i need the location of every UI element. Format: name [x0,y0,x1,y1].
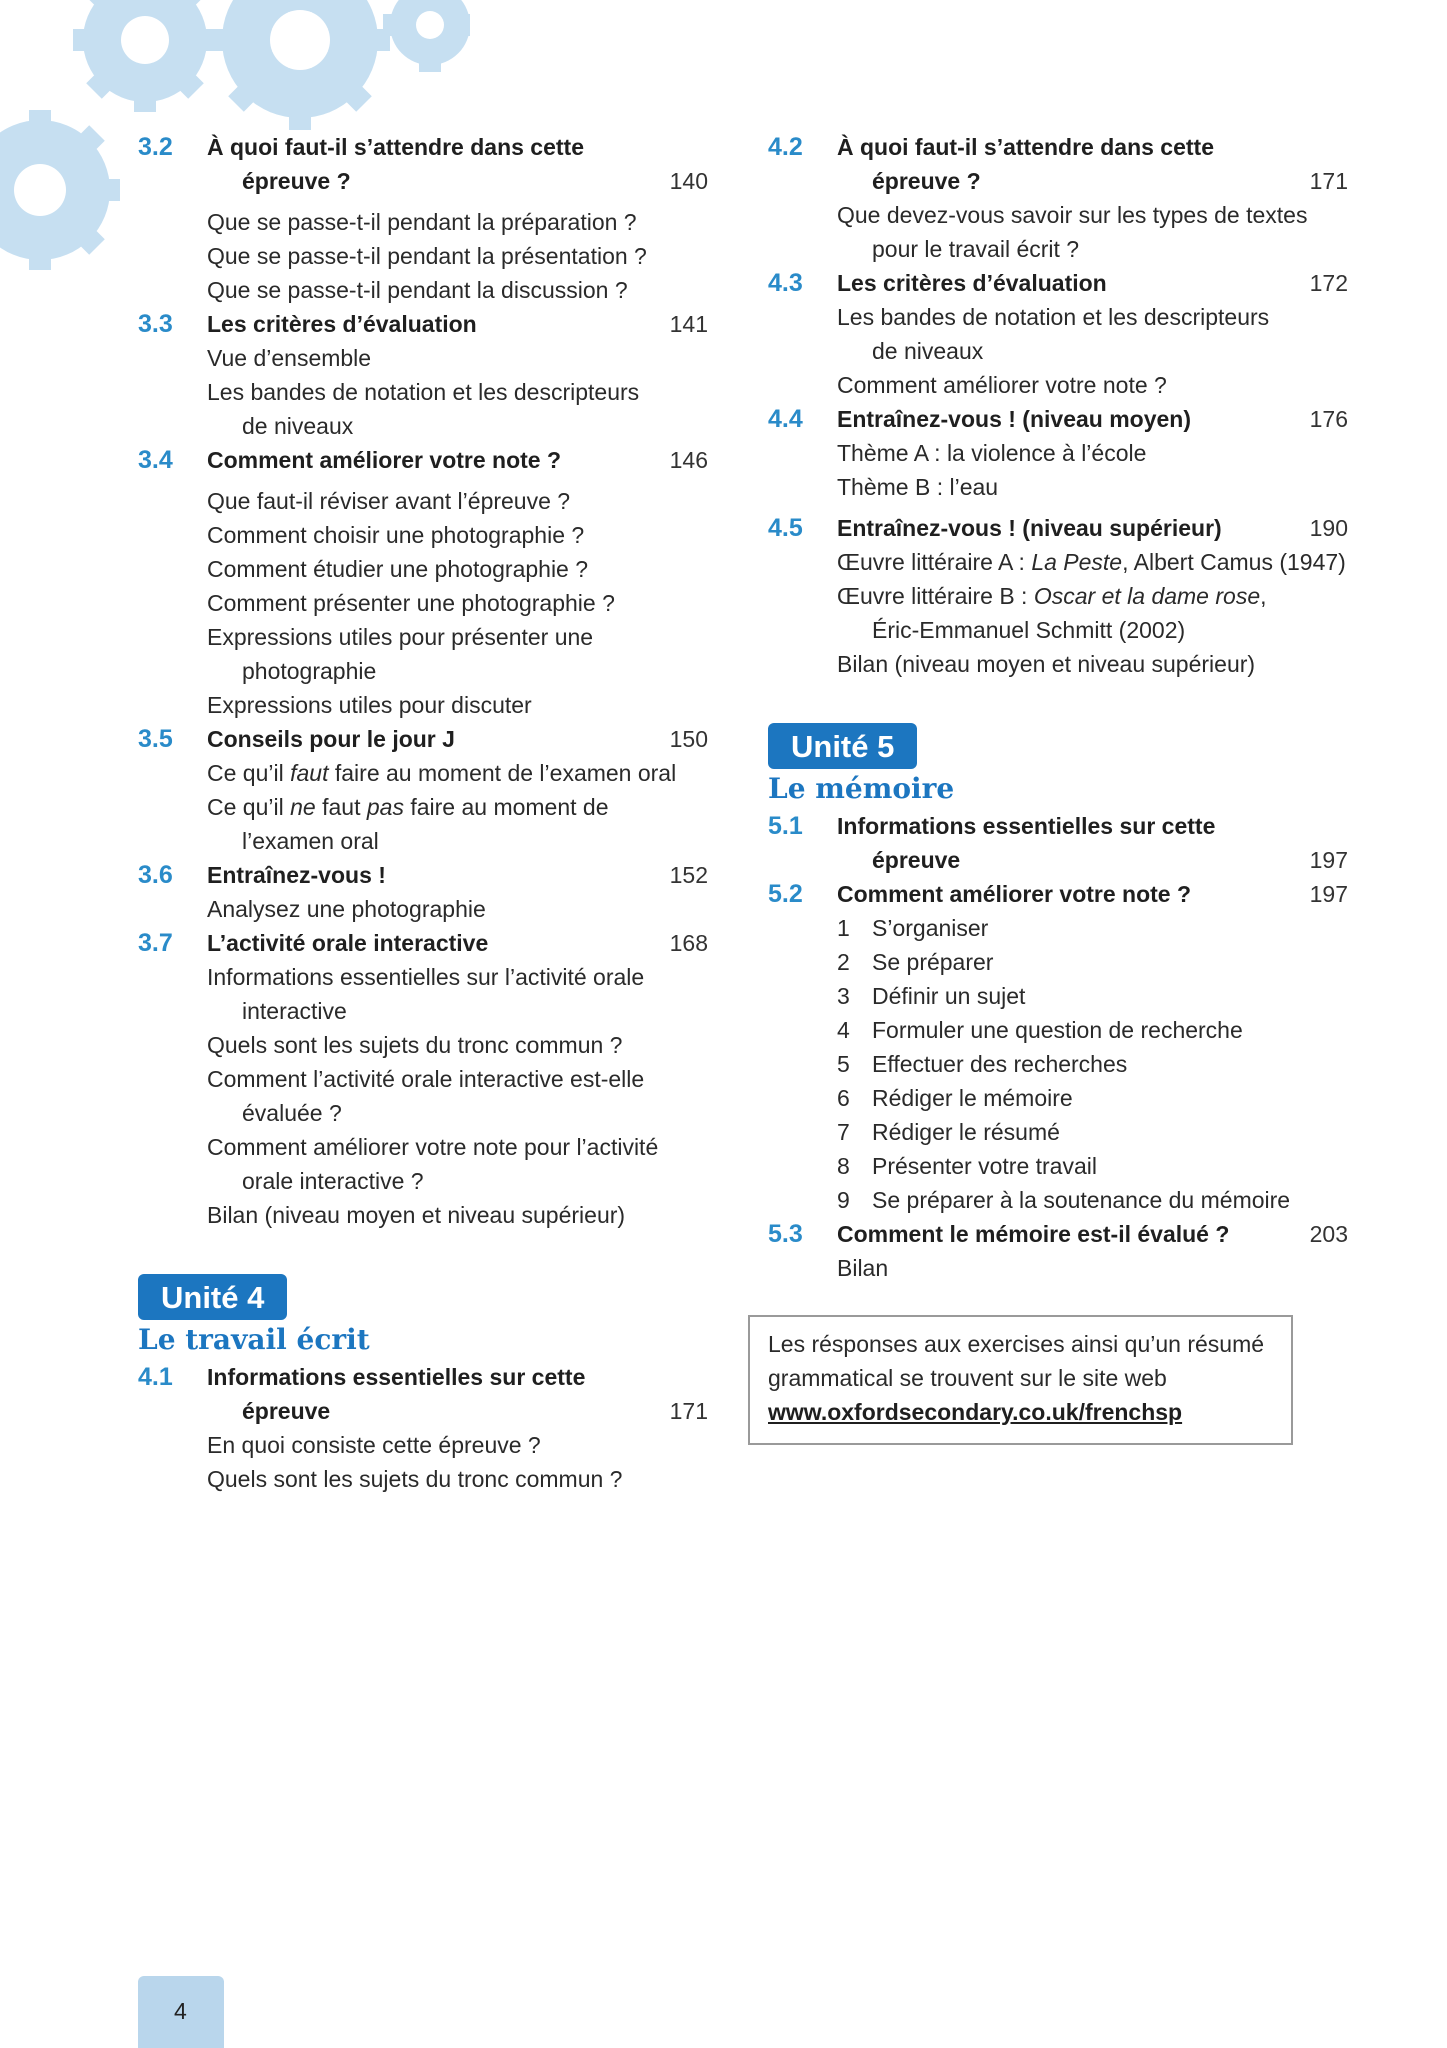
toc-item[interactable]: Quels sont les sujets du tronc commun ? [207,1032,623,1058]
section-title-cont[interactable]: épreuve ? [872,168,981,194]
toc-item[interactable]: Thème A : la violence à l’école [837,440,1147,466]
toc-section-5-1 [768,809,1348,877]
section-number: 3.3 [138,310,173,338]
section-number: 5.1 [768,812,803,840]
toc-item-cont[interactable]: interactive [242,998,347,1024]
section-title[interactable]: Comment le mémoire est-il évalué ? [837,1221,1230,1247]
section-number: 5.2 [768,880,803,908]
toc-item-cont[interactable]: de niveaux [242,413,354,439]
toc-item[interactable]: Que faut-il réviser avant l’épreuve ? [207,488,571,514]
toc-right-column [768,130,1348,1445]
page-number-tab [138,1976,224,2048]
toc-step[interactable]: 1 S’organiser [837,915,989,941]
section-title[interactable]: Informations essentielles sur cette [837,813,1216,839]
website-link[interactable]: www.oxfordsecondary.co.uk/frenchsp [768,1399,1183,1425]
section-title[interactable]: Comment améliorer votre note ? [837,881,1192,907]
toc-item[interactable]: Bilan [837,1255,889,1281]
toc-item-cont[interactable]: pour le travail écrit ? [872,236,1080,262]
toc-item[interactable]: Œuvre littéraire B : Oscar et la dame rose, [837,583,1267,609]
section-number: 4.1 [138,1363,173,1391]
info-text: Les résponses aux exercises ainsi qu’un résumé [768,1331,1265,1357]
section-title-cont[interactable]: épreuve ? [242,168,351,194]
page-number: 150 [669,726,708,752]
toc-section-3-5 [138,722,708,858]
section-title[interactable]: L’activité orale interactive [207,930,489,956]
toc-section-5-2 [768,877,1348,1217]
toc-item[interactable]: Comment étudier une photographie ? [207,556,589,582]
unit-title: Le mémoire [768,772,955,805]
toc-item-cont[interactable]: orale interactive ? [242,1168,424,1194]
toc-item[interactable]: Comment améliorer votre note ? [837,372,1167,398]
toc-section-3-6 [138,858,708,926]
section-title[interactable]: À quoi faut-il s’attendre dans cette [207,134,584,160]
toc-item[interactable]: Bilan (niveau moyen et niveau supérieur) [207,1202,626,1228]
toc-step[interactable]: 5 Effectuer des recherches [837,1051,1128,1077]
toc-section-5-3 [768,1217,1348,1285]
toc-item[interactable]: Comment améliorer votre note pour l’activité [207,1134,659,1160]
section-title[interactable]: Entraînez-vous ! (niveau moyen) [837,406,1192,432]
toc-item[interactable]: Les bandes de notation et les descripteurs [207,379,640,405]
section-number: 3.4 [138,446,173,474]
toc-section-3-4 [138,443,708,722]
unit-4-header [138,1232,708,1360]
toc-step[interactable]: 8 Présenter votre travail [837,1153,1097,1179]
toc-section-4-2 [768,130,1348,266]
section-title[interactable]: Informations essentielles sur cette [207,1364,586,1390]
unit-5-header [768,681,1348,809]
unit-badge: Unité 4 [138,1274,287,1320]
toc-item[interactable]: Que devez-vous savoir sur les types de textes [837,202,1308,228]
toc-item[interactable]: Expressions utiles pour discuter [207,692,532,718]
toc-item[interactable]: Vue d’ensemble [207,345,372,371]
section-number: 3.6 [138,861,173,889]
unit-title: Le travail écrit [138,1323,370,1356]
page-number-label: 4 [174,1998,187,2024]
toc-item[interactable]: Bilan (niveau moyen et niveau supérieur) [837,651,1256,677]
toc-section-3-2 [138,130,708,307]
toc-item-cont[interactable]: Éric-Emmanuel Schmitt (2002) [872,617,1186,643]
section-number: 4.3 [768,269,803,297]
toc-step[interactable]: 3 Définir un sujet [837,983,1026,1009]
toc-item-cont[interactable]: évaluée ? [242,1100,342,1126]
page-number: 197 [1309,847,1348,873]
toc-item[interactable]: Analysez une photographie [207,896,486,922]
section-title[interactable]: Les critères d’évaluation [207,311,477,337]
page-number: 203 [1309,1221,1348,1247]
page-number: 141 [669,311,708,337]
toc-section-4-4 [768,402,1348,504]
section-title-cont[interactable]: épreuve [242,1398,331,1424]
page-number: 190 [1309,515,1348,541]
section-title-cont[interactable]: épreuve [872,847,961,873]
page-number: 176 [1309,406,1348,432]
website-info-box [748,1315,1293,1445]
section-title[interactable]: À quoi faut-il s’attendre dans cette [837,134,1214,160]
toc-item-cont[interactable]: photographie [242,658,377,684]
section-number: 4.5 [768,514,803,542]
toc-item[interactable]: Comment choisir une photographie ? [207,522,585,548]
toc-step[interactable]: 4 Formuler une question de recherche [837,1017,1243,1043]
page-number: 168 [669,930,708,956]
toc-item[interactable]: Que se passe-t-il pendant la discussion ? [207,277,628,303]
toc-item[interactable]: Comment présenter une photographie ? [207,590,615,616]
section-number: 5.3 [768,1220,803,1248]
toc-section-4-1 [138,1360,708,1496]
toc-step[interactable]: 9 Se préparer à la soutenance du mémoire [837,1187,1291,1213]
toc-item[interactable]: Œuvre littéraire A : La Peste, Albert Camus (1947) [837,549,1346,575]
toc-item[interactable]: Que se passe-t-il pendant la présentation ? [207,243,647,269]
toc-step[interactable]: 7 Rédiger le résumé [837,1119,1060,1145]
section-title[interactable]: Entraînez-vous ! [207,862,386,888]
toc-item[interactable]: Les bandes de notation et les descripteurs [837,304,1270,330]
toc-item[interactable]: Expressions utiles pour présenter une [207,624,594,650]
section-number: 4.4 [768,405,803,433]
section-title[interactable]: Conseils pour le jour J [207,726,455,752]
toc-item[interactable]: Quels sont les sujets du tronc commun ? [207,1466,623,1492]
section-title[interactable]: Comment améliorer votre note ? [207,447,562,473]
section-number: 3.7 [138,929,173,957]
toc-section-4-3 [768,266,1348,402]
toc-step[interactable]: 2 Se préparer [837,949,994,975]
info-text: grammatical se trouvent sur le site web [768,1365,1167,1391]
section-title[interactable]: Les critères d’évaluation [837,270,1107,296]
page-number: 171 [1309,168,1348,194]
unit-badge: Unité 5 [768,723,917,769]
page-number: 140 [669,168,708,194]
toc-item-cont[interactable]: de niveaux [872,338,984,364]
toc-item[interactable]: Thème B : l’eau [837,474,999,500]
section-title[interactable]: Entraînez-vous ! (niveau supérieur) [837,515,1222,541]
toc-item[interactable]: Que se passe-t-il pendant la préparation ? [207,209,637,235]
page-number: 152 [669,862,708,888]
toc-item-cont[interactable]: l’examen oral [242,828,379,854]
section-number: 3.2 [138,133,173,161]
section-number: 3.5 [138,725,173,753]
toc-item[interactable]: En quoi consiste cette épreuve ? [207,1432,541,1458]
toc-step[interactable]: 6 Rédiger le mémoire [837,1085,1073,1111]
toc-left-column [138,130,708,1496]
toc-item[interactable]: Ce qu’il ne faut pas faire au moment de [207,794,609,820]
page-number: 197 [1309,881,1348,907]
section-number: 4.2 [768,133,803,161]
toc-section-3-3 [138,307,708,443]
toc-item[interactable]: Informations essentielles sur l’activité orale [207,964,645,990]
page-number: 171 [669,1398,708,1424]
page-number: 146 [669,447,708,473]
toc-section-4-5 [768,511,1348,681]
page-number: 172 [1309,270,1348,296]
toc-section-3-7 [138,926,708,1232]
toc-item[interactable]: Ce qu’il faut faire au moment de l’examen oral [207,760,677,786]
toc-item[interactable]: Comment l’activité orale interactive est-elle [207,1066,645,1092]
